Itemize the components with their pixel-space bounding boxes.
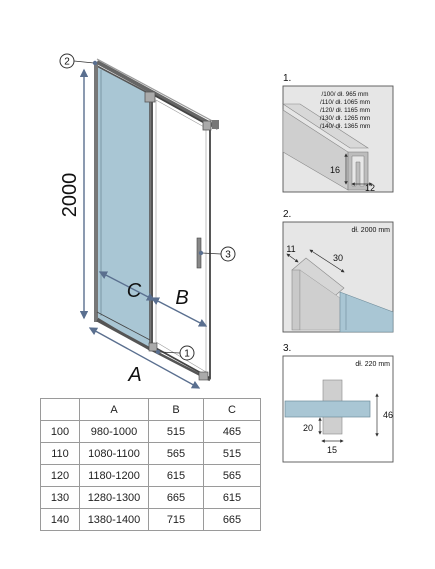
height-label: 2000 (59, 172, 81, 218)
table-row (41, 443, 261, 465)
detail-2-step: 2. (283, 209, 292, 220)
table-cell: 120 (41, 465, 80, 487)
detail-3-step: 3. (283, 343, 292, 354)
dimension-b (152, 287, 206, 326)
dim-b-label: B (175, 287, 189, 309)
table-cell: 980-1000 (80, 421, 149, 443)
table-cell: 565 (204, 465, 261, 487)
table-cell: 1080-1100 (80, 443, 149, 465)
table-header-cell: B (149, 399, 204, 421)
detail-3-glass (285, 401, 370, 417)
table-header-cell: C (204, 399, 261, 421)
table-header-cell (41, 399, 80, 421)
detail-1-size-1: /110/ dł. 1065 mm (320, 99, 370, 106)
table-cell: 515 (204, 443, 261, 465)
table-header-cell: A (80, 399, 149, 421)
dimension-height (59, 70, 84, 318)
dimensions-table (40, 398, 261, 531)
table-cell: 715 (149, 509, 204, 531)
table-cell: 100 (41, 421, 80, 443)
callout-3 (199, 247, 235, 261)
callout-3-label: 3 (225, 249, 231, 261)
table-cell: 465 (204, 421, 261, 443)
fixed-glass-panel (97, 66, 150, 350)
table-cell: 665 (149, 487, 204, 509)
detail-3-dim-46: 46 (383, 410, 394, 420)
table-cell: 515 (149, 421, 204, 443)
detail-1 (283, 73, 393, 193)
table-cell: 615 (204, 487, 261, 509)
table-cell: 1280-1300 (80, 487, 149, 509)
table-row (41, 465, 261, 487)
detail-1-step: 1. (283, 73, 292, 84)
sliding-door-frame (152, 94, 210, 378)
table-header-row (41, 399, 261, 421)
table-row (41, 421, 261, 443)
roller-top (145, 92, 155, 102)
door-assembly (94, 59, 219, 380)
table-cell: 110 (41, 443, 80, 465)
detail-2-dim-11: 11 (286, 244, 296, 254)
detail-3-dim-20: 20 (302, 423, 313, 433)
table-cell: 1180-1200 (80, 465, 149, 487)
table-cell: 615 (149, 465, 204, 487)
detail-2-length: dł. 2000 mm (351, 227, 390, 234)
callout-2 (60, 54, 97, 68)
callout-1-label: 1 (184, 348, 190, 360)
detail-1-size-3: /130/ dł. 1265 mm (319, 115, 371, 122)
dim-c-label: C (126, 280, 142, 302)
table-row (41, 509, 261, 531)
table-row (41, 487, 261, 509)
table-cell: 140 (41, 509, 80, 531)
detail-3-dim-15: 15 (326, 445, 338, 455)
callout-2-label: 2 (64, 56, 70, 68)
detail-1-size-4: /140/ dł. 1365 mm (319, 123, 371, 130)
detail-1-size-2: /120/ dł. 1165 mm (320, 107, 370, 114)
wall-profile (94, 64, 98, 322)
table-cell: 1380-1400 (80, 509, 149, 531)
detail-1-dim-width: 12 (364, 183, 376, 193)
detail-1-dim-height: 16 (329, 165, 340, 175)
detail-1-size-0: /100/ dł. 965 mm (321, 91, 369, 98)
dim-a-label: A (128, 364, 142, 386)
detail-3 (283, 343, 393, 462)
detail-2-dim-30: 30 (332, 253, 344, 263)
detail-2 (283, 209, 393, 332)
table-cell: 665 (204, 509, 261, 531)
table-cell: 130 (41, 487, 80, 509)
roller-right (203, 121, 211, 130)
detail-3-length: dł. 220 mm (355, 361, 390, 368)
table-cell: 565 (149, 443, 204, 465)
